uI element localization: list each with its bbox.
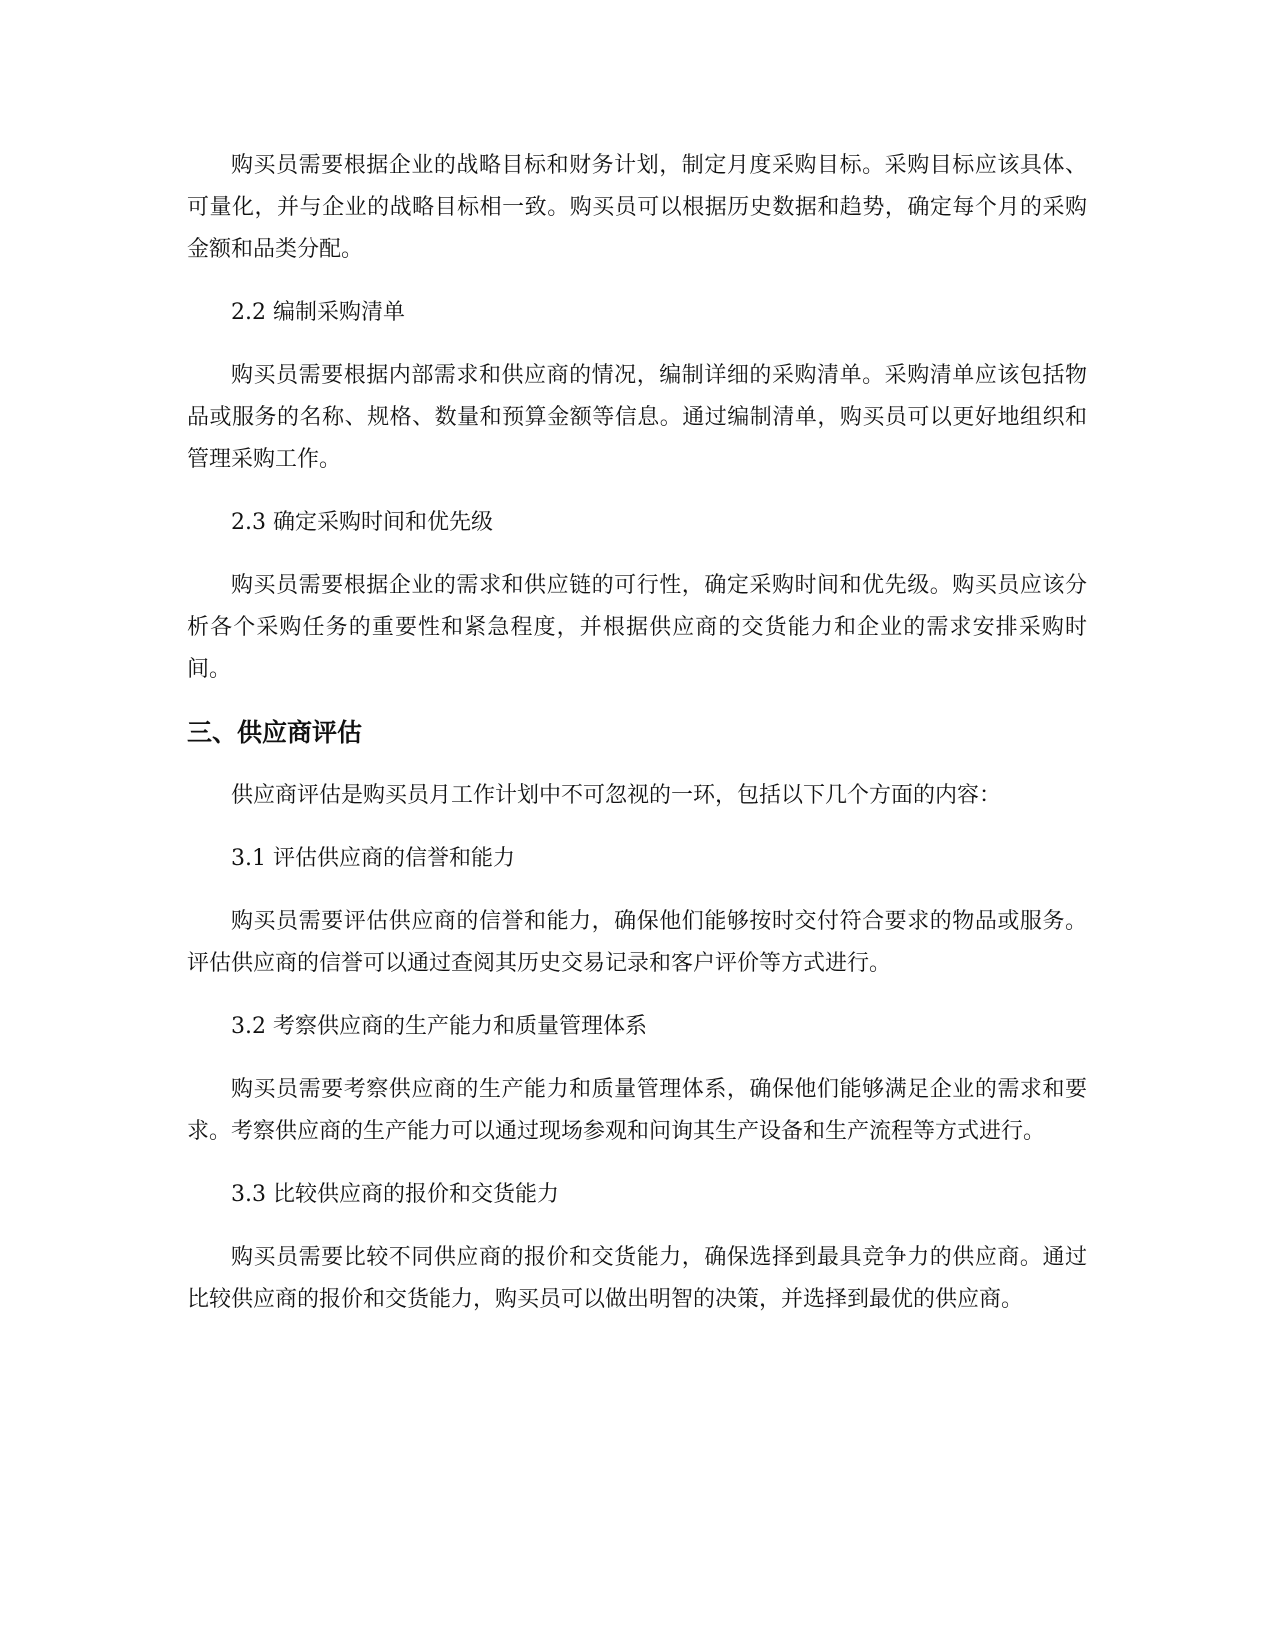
subsection-title: 3.1 评估供应商的信誉和能力 [231, 846, 515, 871]
paragraph: 购买员需要根据企业的战略目标和财务计划，制定月度采购目标。采购目标应该具体、可量化，并与企业的战略目标相一致。购买员可以根据历史数据和趋势，确定每个月的采购金额和品类分配。 [187, 153, 1087, 262]
paragraph: 供应商评估是购买员月工作计划中不可忽视的一环，包括以下几个方面的内容： [231, 783, 1002, 808]
paragraph: 购买员需要比较不同供应商的报价和交货能力，确保选择到最具竞争力的供应商。通过比较供应商的报价和交货能力，购买员可以做出明智的决策，并选择到最优的供应商。 [187, 1245, 1087, 1312]
section-title: 三、供应商评估 [187, 718, 363, 747]
paragraph: 购买员需要评估供应商的信誉和能力，确保他们能够按时交付符合要求的物品或服务。评估供应商的信誉可以通过查阅其历史交易记录和客户评价等方式进行。 [187, 909, 1087, 976]
paragraph: 购买员需要考察供应商的生产能力和质量管理体系，确保他们能够满足企业的需求和要求。考察供应商的生产能力可以通过现场参观和问询其生产设备和生产流程等方式进行。 [187, 1077, 1087, 1144]
document-body [187, 145, 1087, 1342]
paragraph: 购买员需要根据企业的需求和供应链的可行性，确定采购时间和优先级。购买员应该分析各个采购任务的重要性和紧急程度，并根据供应商的交货能力和企业的需求安排采购时间。 [187, 573, 1087, 682]
paragraph: 购买员需要根据内部需求和供应商的情况，编制详细的采购清单。采购清单应该包括物品或服务的名称、规格、数量和预算金额等信息。通过编制清单，购买员可以更好地组织和管理采购工作。 [187, 363, 1087, 472]
subsection-title: 2.3 确定采购时间和优先级 [231, 510, 493, 535]
subsection-title: 3.2 考察供应商的生产能力和质量管理体系 [231, 1014, 647, 1039]
subsection-title: 3.3 比较供应商的报价和交货能力 [231, 1182, 559, 1207]
subsection-title: 2.2 编制采购清单 [231, 300, 405, 325]
